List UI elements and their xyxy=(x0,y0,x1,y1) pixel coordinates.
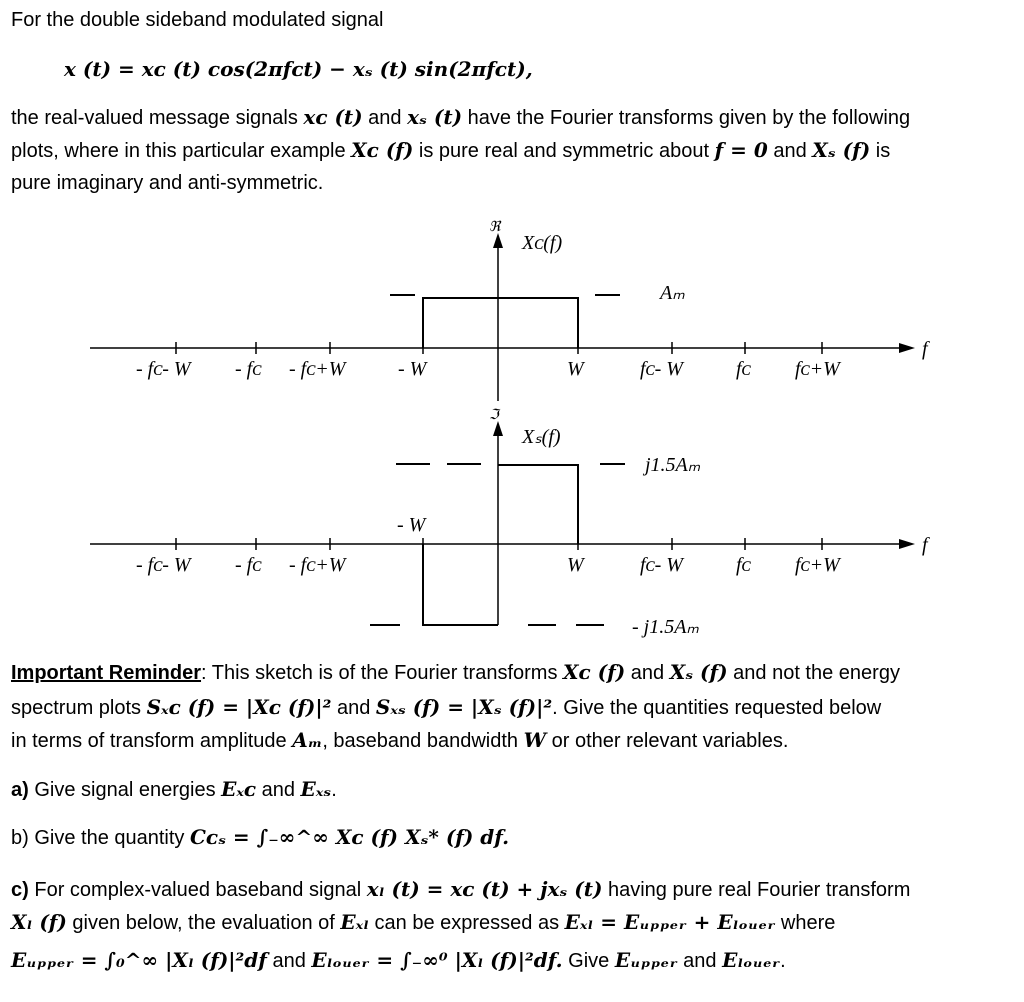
tick-label: - fᴄ+W xyxy=(289,358,346,380)
tick-label: fᴄ- W xyxy=(640,554,683,576)
question-c-line: Eᵤₚₚₑᵣ = ∫₀^∞ |Xₗ (f)|²df and Eₗₒᵤₑᵣ = ∫₋∞⁰ |Xₗ (f)|²df. Give Eᵤₚₚₑᵣ and Eₗₒᵤₑᵣ. xyxy=(11,948,786,972)
reminder-line: spectrum plots Sₓᴄ (f) = |Xᴄ (f)|² and Sₓₛ (f) = |Xₛ (f)|². Give the quantities requested below xyxy=(11,695,882,719)
tick-label: fᴄ xyxy=(736,358,751,380)
tick-label: - fᴄ- W xyxy=(136,554,191,576)
xs-spectrum-positive xyxy=(498,465,578,544)
top-f-label: f xyxy=(922,338,928,360)
real-axis-symbol: ℜ xyxy=(489,220,501,235)
tick-label: W xyxy=(567,358,584,380)
intro-paragraph-line: the real-valued message signals xᴄ (t) and xₛ (t) have the Fourier transforms given by the following xyxy=(11,105,911,129)
tick-label: fᴄ+W xyxy=(795,554,840,576)
neg-w-label: - W xyxy=(397,514,426,536)
j15am-label: j1.5Aₘ xyxy=(645,454,701,476)
intro-line: For the double sideband modulated signal xyxy=(11,9,384,31)
fourier-transform-figure xyxy=(0,205,1024,645)
question-c-line: Xₗ (f) given below, the evaluation of Eₓₗ can be expressed as Eₓₗ = Eᵤₚₚₑᵣ + Eₗₒᵤₑᵣ where xyxy=(11,910,836,934)
bottom-f-axis-arrow xyxy=(899,539,915,549)
reminder-line: in terms of transform amplitude Aₘ, baseband bandwidth W or other relevant variables. xyxy=(11,728,789,752)
tick-label: W xyxy=(567,554,584,576)
tick-label: fᴄ+W xyxy=(795,358,840,380)
tick-label: - fᴄ xyxy=(235,554,262,576)
reminder-line: Important Reminder: This sketch is of the Fourier transforms Xᴄ (f) and Xₛ (f) and not the energy xyxy=(11,660,900,684)
neg-j15am-label: - j1.5Aₘ xyxy=(632,616,699,638)
imag-axis-symbol: ℑ xyxy=(489,408,499,423)
important-reminder-label: Important Reminder xyxy=(11,662,202,684)
bottom-f-label: f xyxy=(922,534,928,556)
tick-label: - fᴄ- W xyxy=(136,358,191,380)
intro-paragraph-line: plots, where in this particular example Xᴄ (f) is pure real and symmetric about f = 0 and Xₛ (f) is xyxy=(11,138,891,162)
tick-label: - fᴄ xyxy=(235,358,262,380)
xc-title: Xᴄ(f) xyxy=(522,232,563,254)
question-b: b) Give the quantity Cᴄₛ = ∫₋∞^∞ Xᴄ (f) Xₛ* (f) df. xyxy=(11,825,510,849)
tick-label: - W xyxy=(398,358,427,380)
top-vertical-axis-arrow xyxy=(493,233,503,248)
top-f-axis-arrow xyxy=(899,343,915,353)
tick-label: fᴄ- W xyxy=(640,358,683,380)
tick-label: fᴄ xyxy=(736,554,751,576)
bottom-vertical-axis-arrow xyxy=(493,421,503,436)
xs-title: Xₛ(f) xyxy=(522,426,561,448)
signal-equation: x (t) = xᴄ (t) cos(2πfᴄt) − xₛ (t) sin(2πfᴄt), xyxy=(64,57,533,81)
question-c-line: c) For complex-valued baseband signal xₗ (t) = xᴄ (t) + jxₛ (t) having pure real Fourier transform xyxy=(11,877,911,901)
xs-spectrum-negative xyxy=(423,544,498,625)
tick-label: - fᴄ+W xyxy=(289,554,346,576)
question-a: a) Give signal energies Eₓᴄ and Eₓₛ. xyxy=(11,777,337,801)
am-label: Aₘ xyxy=(660,282,685,304)
intro-paragraph-line: pure imaginary and anti-symmetric. xyxy=(11,172,324,194)
xc-spectrum-rect xyxy=(423,298,578,348)
